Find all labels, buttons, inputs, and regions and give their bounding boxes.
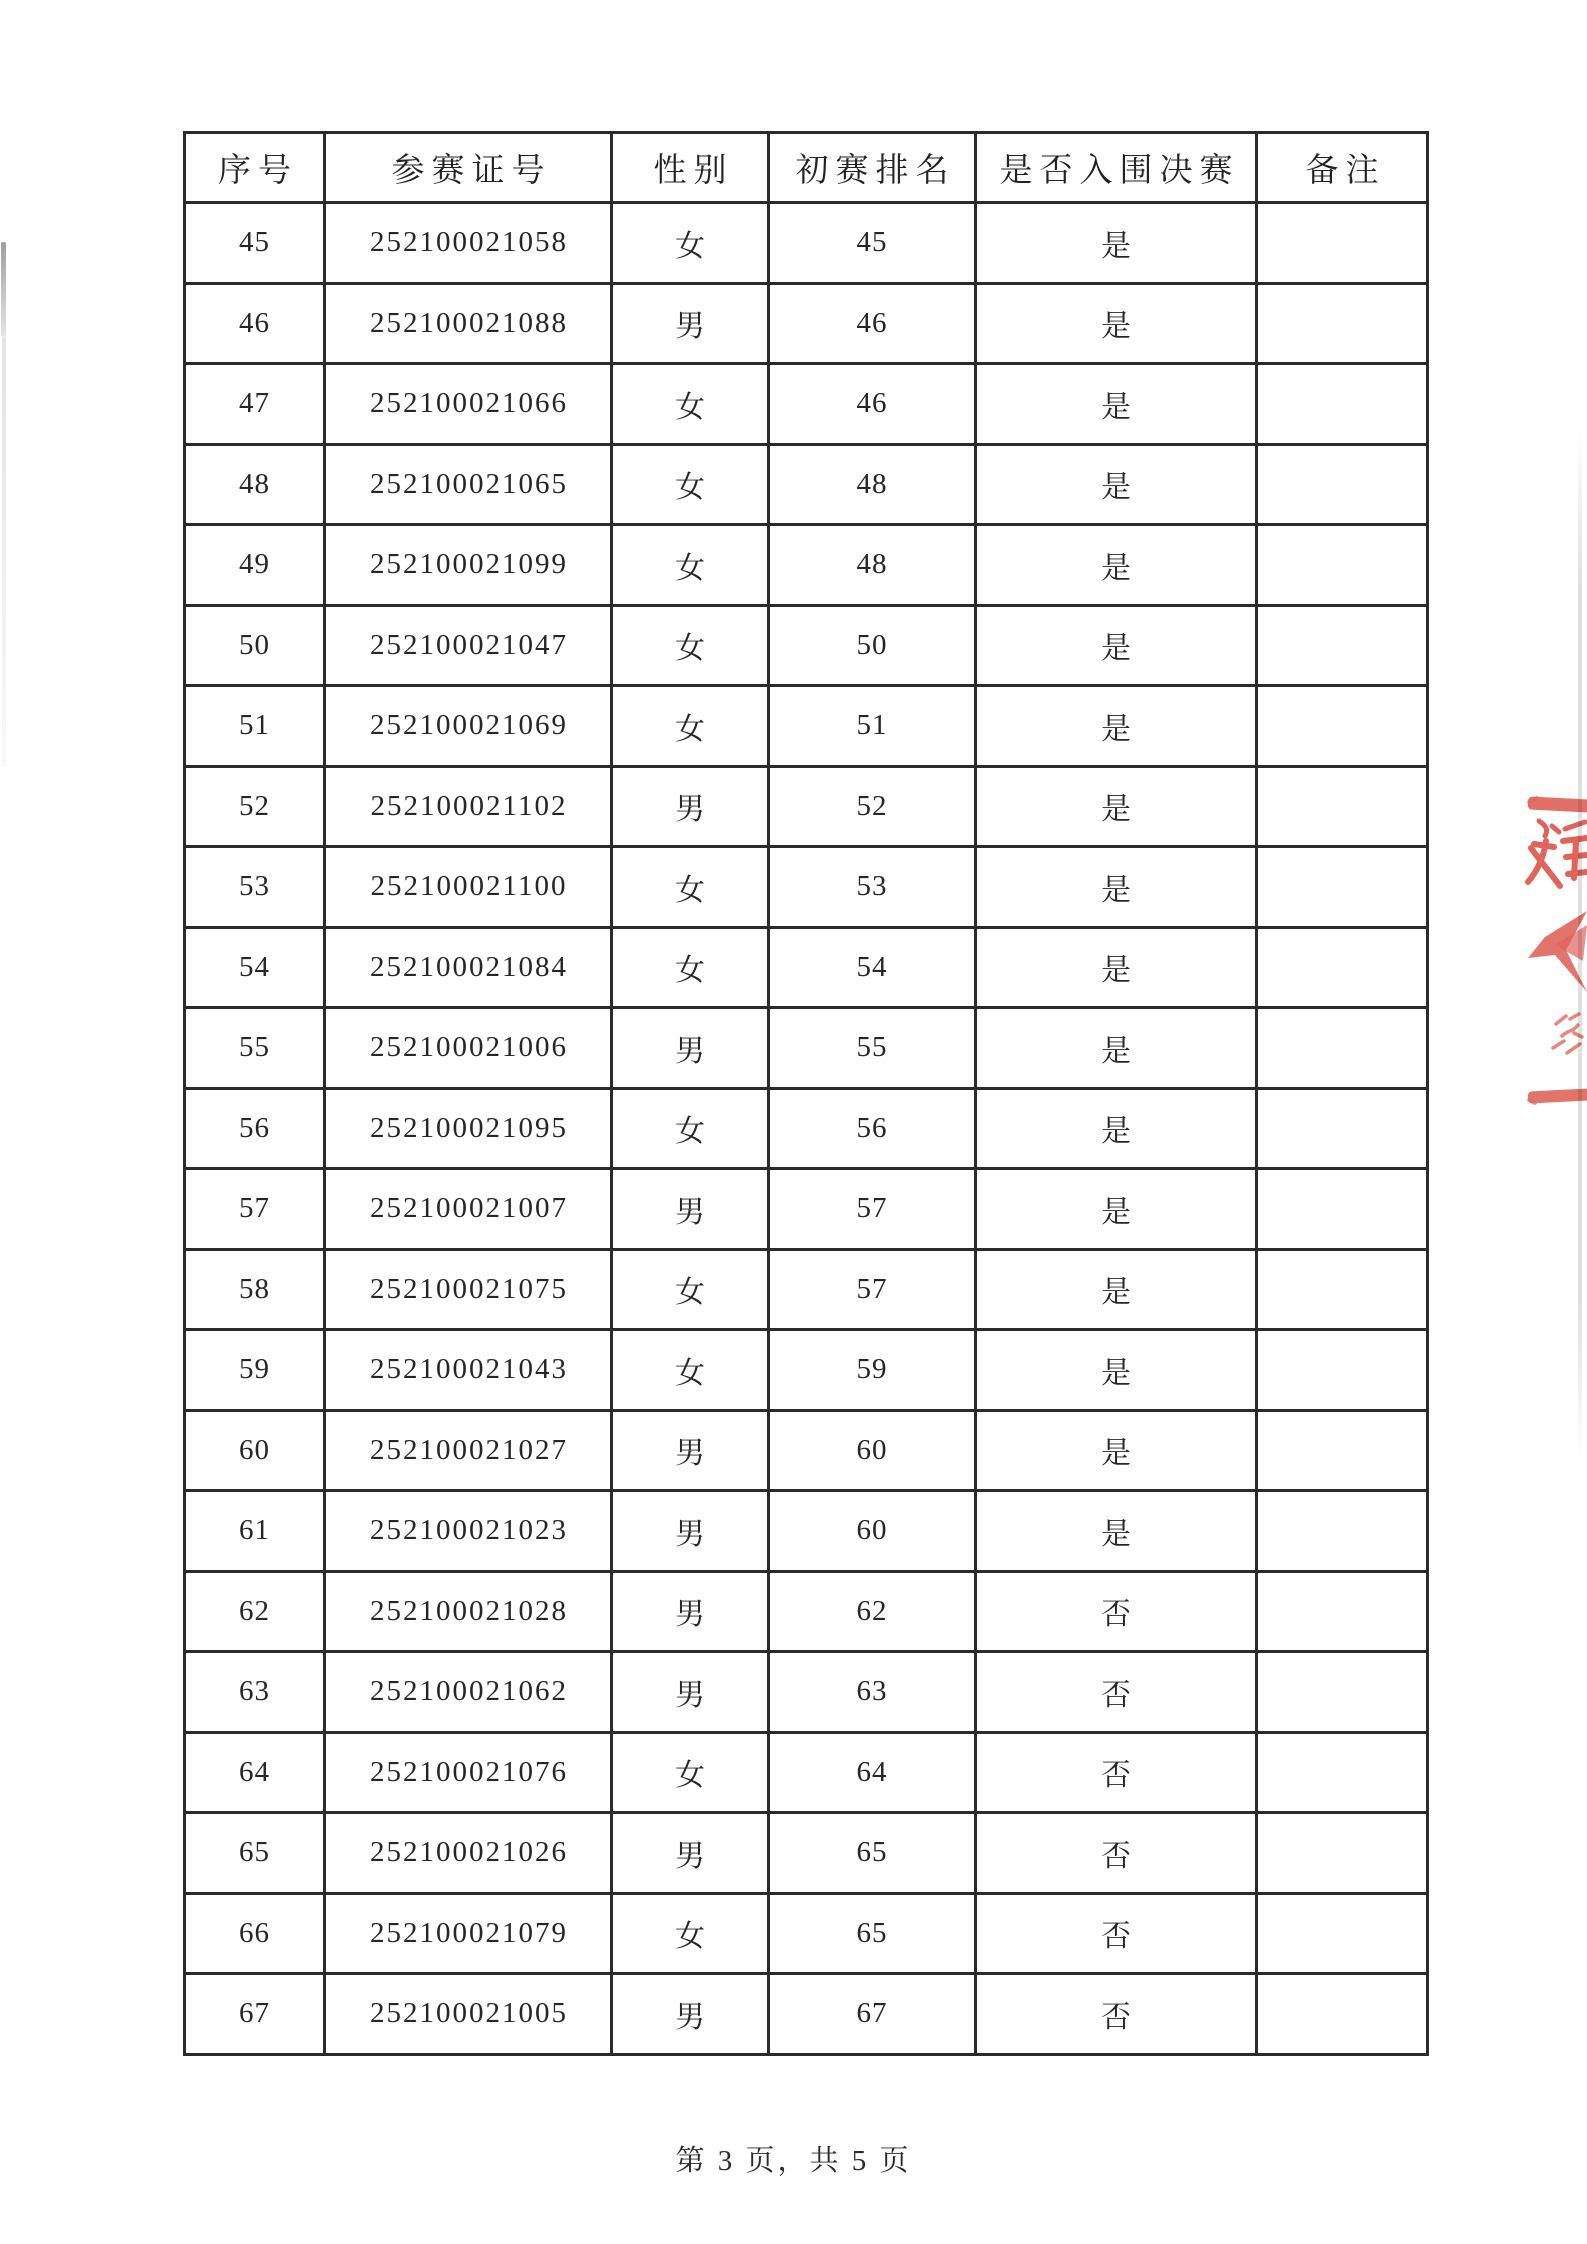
cell-preliminary-rank: 51 — [769, 686, 976, 767]
cell-remarks — [1257, 1732, 1428, 1813]
cell-remarks — [1257, 1008, 1428, 1089]
preliminary-results-table — [183, 131, 1429, 2056]
cell-contestant-id: 252100021006 — [325, 1008, 612, 1089]
cell-preliminary-rank: 48 — [769, 444, 976, 525]
cell-remarks — [1257, 1571, 1428, 1652]
cell-gender: 男 — [612, 1008, 769, 1089]
cell-gender: 女 — [612, 847, 769, 928]
table-row — [185, 1169, 1428, 1250]
cell-preliminary-rank: 52 — [769, 766, 976, 847]
cell-serial-number: 45 — [185, 203, 325, 284]
cell-contestant-id: 252100021043 — [325, 1330, 612, 1411]
cell-contestant-id: 252100021026 — [325, 1813, 612, 1894]
cell-remarks — [1257, 283, 1428, 364]
cell-preliminary-rank: 55 — [769, 1008, 976, 1089]
table-row — [185, 203, 1428, 284]
cell-qualified-final: 是 — [976, 525, 1257, 606]
cell-remarks — [1257, 1813, 1428, 1894]
cell-serial-number: 51 — [185, 686, 325, 767]
cell-serial-number: 67 — [185, 1974, 325, 2055]
cell-remarks — [1257, 444, 1428, 525]
cell-gender: 男 — [612, 1571, 769, 1652]
cell-preliminary-rank: 63 — [769, 1652, 976, 1733]
cell-serial-number: 57 — [185, 1169, 325, 1250]
scan-artifact-right-edge-line — [1578, 430, 1582, 1460]
cell-contestant-id: 252100021066 — [325, 364, 612, 445]
table-row — [185, 1249, 1428, 1330]
cell-remarks — [1257, 1249, 1428, 1330]
cell-serial-number: 47 — [185, 364, 325, 445]
cell-remarks — [1257, 1893, 1428, 1974]
cell-serial-number: 62 — [185, 1571, 325, 1652]
cell-gender: 女 — [612, 203, 769, 284]
cell-preliminary-rank: 67 — [769, 1974, 976, 2055]
cell-contestant-id: 252100021058 — [325, 203, 612, 284]
cell-gender: 女 — [612, 605, 769, 686]
cell-preliminary-rank: 57 — [769, 1249, 976, 1330]
cell-qualified-final: 是 — [976, 1249, 1257, 1330]
cell-preliminary-rank: 57 — [769, 1169, 976, 1250]
cell-preliminary-rank: 65 — [769, 1893, 976, 1974]
table-row — [185, 1410, 1428, 1491]
cell-preliminary-rank: 46 — [769, 283, 976, 364]
cell-qualified-final: 是 — [976, 605, 1257, 686]
cell-remarks — [1257, 364, 1428, 445]
scan-artifact-left-streak — [2, 337, 6, 767]
cell-gender: 女 — [612, 1249, 769, 1330]
cell-contestant-id: 252100021027 — [325, 1410, 612, 1491]
cell-contestant-id: 252100021076 — [325, 1732, 612, 1813]
cell-remarks — [1257, 203, 1428, 284]
header-gender: 性别 — [612, 133, 769, 203]
cell-qualified-final: 是 — [976, 1169, 1257, 1250]
cell-preliminary-rank: 48 — [769, 525, 976, 606]
cell-contestant-id: 252100021095 — [325, 1088, 612, 1169]
cell-serial-number: 56 — [185, 1088, 325, 1169]
cell-preliminary-rank: 50 — [769, 605, 976, 686]
table-row — [185, 444, 1428, 525]
cell-remarks — [1257, 1088, 1428, 1169]
cell-serial-number: 59 — [185, 1330, 325, 1411]
cell-qualified-final: 否 — [976, 1974, 1257, 2055]
official-seal-stamp-icon — [1515, 785, 1587, 1115]
cell-serial-number: 66 — [185, 1893, 325, 1974]
cell-qualified-final: 是 — [976, 1491, 1257, 1572]
cell-contestant-id: 252100021102 — [325, 766, 612, 847]
cell-preliminary-rank: 59 — [769, 1330, 976, 1411]
cell-contestant-id: 252100021099 — [325, 525, 612, 606]
cell-serial-number: 50 — [185, 605, 325, 686]
cell-remarks — [1257, 1169, 1428, 1250]
header-preliminary-rank: 初赛排名 — [769, 133, 976, 203]
cell-preliminary-rank: 45 — [769, 203, 976, 284]
table-row — [185, 686, 1428, 767]
cell-serial-number: 63 — [185, 1652, 325, 1733]
cell-qualified-final: 是 — [976, 847, 1257, 928]
cell-gender: 男 — [612, 1652, 769, 1733]
cell-preliminary-rank: 56 — [769, 1088, 976, 1169]
cell-qualified-final: 否 — [976, 1732, 1257, 1813]
cell-serial-number: 64 — [185, 1732, 325, 1813]
cell-gender: 男 — [612, 1491, 769, 1572]
cell-qualified-final: 是 — [976, 927, 1257, 1008]
cell-gender: 男 — [612, 283, 769, 364]
cell-qualified-final: 是 — [976, 283, 1257, 364]
table-row — [185, 927, 1428, 1008]
cell-gender: 女 — [612, 1732, 769, 1813]
cell-preliminary-rank: 62 — [769, 1571, 976, 1652]
cell-remarks — [1257, 1491, 1428, 1572]
cell-gender: 女 — [612, 1893, 769, 1974]
cell-serial-number: 52 — [185, 766, 325, 847]
cell-gender: 女 — [612, 686, 769, 767]
cell-qualified-final: 是 — [976, 364, 1257, 445]
table-row — [185, 364, 1428, 445]
table-row — [185, 847, 1428, 928]
cell-qualified-final: 是 — [976, 1330, 1257, 1411]
cell-remarks — [1257, 1652, 1428, 1733]
cell-contestant-id: 252100021062 — [325, 1652, 612, 1733]
cell-serial-number: 58 — [185, 1249, 325, 1330]
cell-remarks — [1257, 1974, 1428, 2055]
cell-preliminary-rank: 60 — [769, 1410, 976, 1491]
cell-contestant-id: 252100021100 — [325, 847, 612, 928]
cell-contestant-id: 252100021079 — [325, 1893, 612, 1974]
cell-gender: 女 — [612, 444, 769, 525]
cell-gender: 男 — [612, 1974, 769, 2055]
cell-qualified-final: 否 — [976, 1893, 1257, 1974]
scan-artifact-left-smudge — [1, 242, 6, 337]
table-body — [185, 203, 1428, 2055]
cell-qualified-final: 是 — [976, 766, 1257, 847]
table-row — [185, 605, 1428, 686]
cell-serial-number: 48 — [185, 444, 325, 525]
table-row — [185, 1008, 1428, 1089]
cell-gender: 男 — [612, 1813, 769, 1894]
cell-remarks — [1257, 525, 1428, 606]
table-row — [185, 1732, 1428, 1813]
cell-qualified-final: 是 — [976, 1410, 1257, 1491]
cell-qualified-final: 是 — [976, 444, 1257, 525]
table-row — [185, 1330, 1428, 1411]
cell-serial-number: 49 — [185, 525, 325, 606]
cell-qualified-final: 是 — [976, 203, 1257, 284]
cell-serial-number: 60 — [185, 1410, 325, 1491]
header-remarks: 备注 — [1257, 133, 1428, 203]
cell-contestant-id: 252100021028 — [325, 1571, 612, 1652]
cell-qualified-final: 否 — [976, 1813, 1257, 1894]
cell-remarks — [1257, 1410, 1428, 1491]
cell-preliminary-rank: 46 — [769, 364, 976, 445]
header-qualified-final: 是否入围决赛 — [976, 133, 1257, 203]
table-row — [185, 1491, 1428, 1572]
table-row — [185, 1088, 1428, 1169]
table-row — [185, 283, 1428, 364]
table-row — [185, 1652, 1428, 1733]
cell-remarks — [1257, 766, 1428, 847]
cell-remarks — [1257, 1330, 1428, 1411]
cell-gender: 女 — [612, 364, 769, 445]
cell-serial-number: 55 — [185, 1008, 325, 1089]
cell-serial-number: 46 — [185, 283, 325, 364]
cell-contestant-id: 252100021084 — [325, 927, 612, 1008]
cell-gender: 男 — [612, 766, 769, 847]
cell-contestant-id: 252100021065 — [325, 444, 612, 525]
cell-gender: 男 — [612, 1410, 769, 1491]
cell-preliminary-rank: 64 — [769, 1732, 976, 1813]
cell-remarks — [1257, 927, 1428, 1008]
cell-remarks — [1257, 686, 1428, 767]
cell-qualified-final: 是 — [976, 1088, 1257, 1169]
cell-contestant-id: 252100021005 — [325, 1974, 612, 2055]
cell-remarks — [1257, 605, 1428, 686]
header-contestant-id: 参赛证号 — [325, 133, 612, 203]
table-row — [185, 766, 1428, 847]
cell-contestant-id: 252100021075 — [325, 1249, 612, 1330]
cell-contestant-id: 252100021069 — [325, 686, 612, 767]
cell-gender: 女 — [612, 1088, 769, 1169]
table-row — [185, 1813, 1428, 1894]
cell-serial-number: 65 — [185, 1813, 325, 1894]
cell-preliminary-rank: 53 — [769, 847, 976, 928]
table-row — [185, 1893, 1428, 1974]
cell-preliminary-rank: 60 — [769, 1491, 976, 1572]
cell-qualified-final: 否 — [976, 1652, 1257, 1733]
table-row — [185, 1974, 1428, 2055]
cell-contestant-id: 252100021047 — [325, 605, 612, 686]
cell-gender: 男 — [612, 1169, 769, 1250]
cell-contestant-id: 252100021023 — [325, 1491, 612, 1572]
table-row — [185, 525, 1428, 606]
header-serial-number: 序号 — [185, 133, 325, 203]
cell-preliminary-rank: 65 — [769, 1813, 976, 1894]
cell-remarks — [1257, 847, 1428, 928]
cell-contestant-id: 252100021007 — [325, 1169, 612, 1250]
cell-serial-number: 54 — [185, 927, 325, 1008]
cell-qualified-final: 是 — [976, 686, 1257, 767]
cell-gender: 女 — [612, 525, 769, 606]
cell-qualified-final: 是 — [976, 1008, 1257, 1089]
table-header-row — [185, 133, 1428, 203]
cell-preliminary-rank: 54 — [769, 927, 976, 1008]
page-number-footer: 第 3 页，共 5 页 — [675, 2145, 912, 2177]
table-row — [185, 1571, 1428, 1652]
cell-gender: 女 — [612, 1330, 769, 1411]
cell-serial-number: 61 — [185, 1491, 325, 1572]
cell-contestant-id: 252100021088 — [325, 283, 612, 364]
cell-qualified-final: 否 — [976, 1571, 1257, 1652]
cell-serial-number: 53 — [185, 847, 325, 928]
cell-gender: 女 — [612, 927, 769, 1008]
